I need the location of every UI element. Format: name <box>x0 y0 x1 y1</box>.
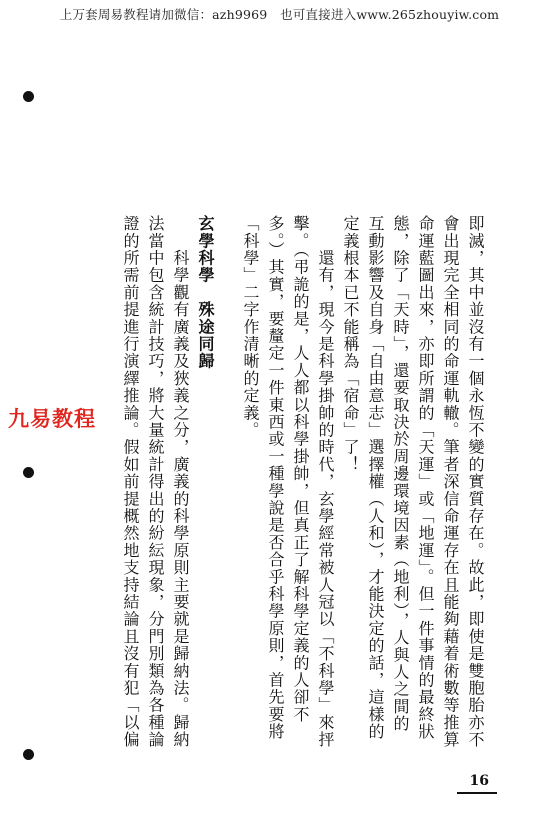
punch-hole-dot <box>23 467 34 478</box>
text-column: 命運藍圖出來，亦即所謂的「天運」或「地運」。但一件事情的最終狀 <box>416 215 435 741</box>
section-heading: 玄學科學 殊途同歸 <box>196 215 215 370</box>
watermark-logo: 九易教程 <box>8 403 96 433</box>
text-column: 定義根本已不能稱為「宿命」了！ <box>341 215 360 473</box>
page-number: 16 <box>469 773 489 789</box>
header-url-text: 上万套周易教程请加微信：azh9969 也可直接进入www.265zhouyiw.com <box>59 7 500 22</box>
text-column: 科學觀有廣義及狹義之分，廣義的科學原則主要就是歸納法。歸納 <box>171 215 190 749</box>
page-number-rule <box>457 792 497 794</box>
text-column: 多。）其實，要釐定一件東西或一種學說是否合乎科學原則，首先要將 <box>266 215 285 741</box>
punch-hole-dot <box>23 91 34 102</box>
text-column: 互動影響及自身「自由意志」選擇權（人和），才能決定的話，這樣的 <box>366 215 385 741</box>
text-column: 「科學」二字作清晰的定義。 <box>241 215 260 439</box>
text-column: 證的所需前提進行演繹推論。假如前提概然地支持結論且沒有犯「以偏 <box>121 215 140 749</box>
text-column: 即滅，其中並沒有一個永恆不變的實質存在。故此，即使是雙胞胎亦不 <box>466 215 485 749</box>
column-gap <box>219 215 237 760</box>
text-body <box>119 215 487 760</box>
text-column: 擊。（弔詭的是，人人都以科學掛帥，但真正了解科學定義的人卻不 <box>291 215 310 723</box>
punch-hole-dot <box>23 749 34 760</box>
text-column: 會出現完全相同的命運軌轍。筆者深信命運存在且能夠藉着術數等推算 <box>441 215 460 749</box>
text-column: 態，除了「天時」，還要取決於周邊環境因素（地利），人與人之間的 <box>391 215 410 733</box>
text-column: 還有，現今是科學掛帥的時代，玄學經常被人冠以「不科學」來抨 <box>316 215 335 749</box>
text-column: 法當中包含統計技巧，將大量統計得出的紛紜現象，分門別類為各種論 <box>146 215 165 749</box>
